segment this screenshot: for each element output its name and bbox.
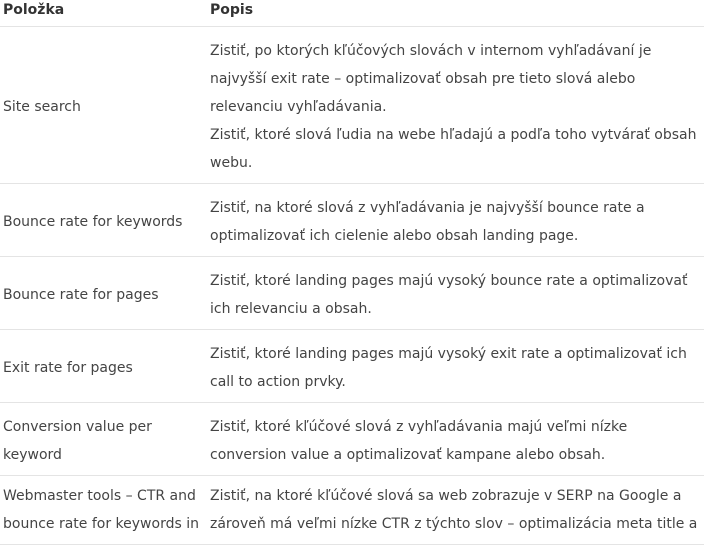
description-cell [207,403,704,476]
table-row [0,476,704,545]
header-description: Popis [207,0,704,27]
item-cell: Site search [0,27,207,184]
item-cell: Exit rate for pages [0,330,207,403]
table-row [0,330,704,403]
description-paragraph: Zistiť, ktoré landing pages majú vysoký bounce rate a optimalizovať ich relevanciu a obsah. [210,273,688,317]
description-cell [207,330,704,403]
table-row [0,257,704,330]
table-header-row [0,0,704,27]
table-row [0,184,704,257]
description-cell [207,476,704,545]
description-paragraph: Zistiť, ktoré landing pages majú vysoký exit rate a optimalizovať ich call to action prvky. [210,346,687,390]
item-cell: Conversion value per keyword [0,403,207,476]
table-row [0,403,704,476]
description-cell [207,184,704,257]
description-paragraph: Zistiť, na ktoré kľúčové slová sa web zobrazuje v SERP na Google a zároveň má veľmi nízke CTR z týchto slov – optimalizácia meta title a [210,488,698,532]
header-item: Položka [0,0,207,27]
item-cell: Bounce rate for pages [0,257,207,330]
item-cell: Bounce rate for keywords [0,184,207,257]
table-row [0,27,704,184]
description-cell [207,257,704,330]
description-paragraph: Zistiť, ktoré slová ľudia na webe hľadajú a podľa toho vytvárať obsah webu. [210,127,697,171]
item-cell: Webmaster tools – CTR and bounce rate for keywords in [0,476,207,545]
description-cell [207,27,704,184]
description-paragraph: Zistiť, na ktoré slová z vyhľadávania je najvyšší bounce rate a optimalizovať ich cielenie alebo obsah landing page. [210,200,645,244]
description-paragraph: Zistiť, po ktorých kľúčových slovách v internom vyhľadávaní je najvyšší exit rate – optimalizovať obsah pre tieto slová alebo relevanciu vyhľadávania. [210,43,652,115]
description-paragraph: Zistiť, ktoré kľúčové slová z vyhľadávania majú veľmi nízke conversion value a optimalizovať kampane alebo obsah. [210,419,628,463]
